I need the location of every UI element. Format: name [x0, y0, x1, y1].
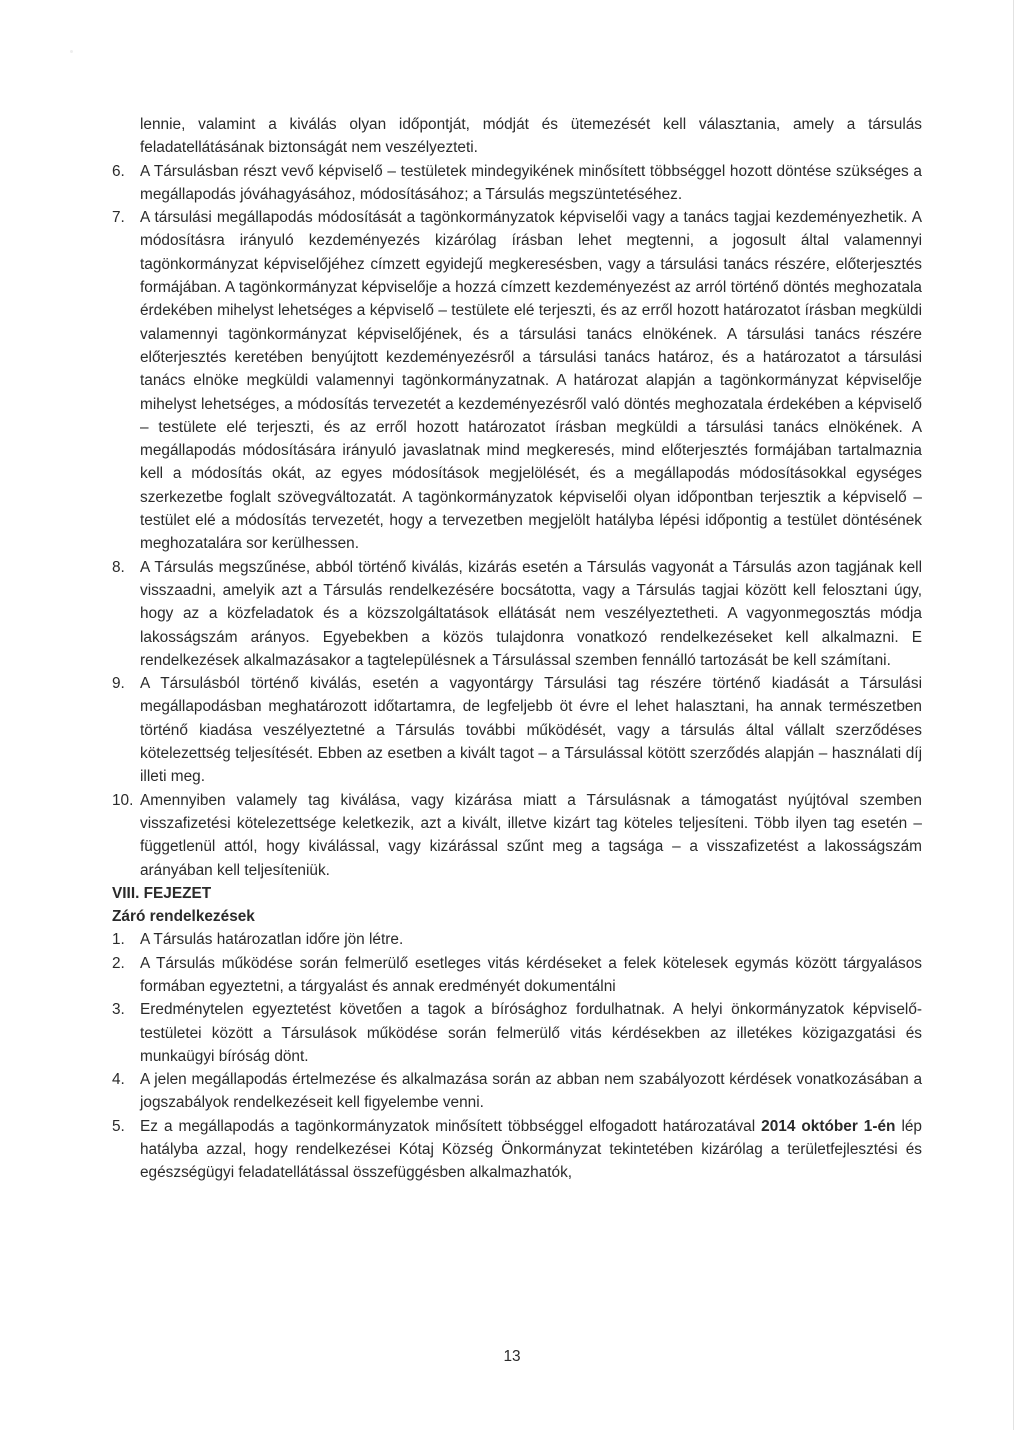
item-text: A Társulásban részt vevő képviselő – testületek mindegyikének minősített többséggel hozott döntése szükséges a megállapodás jóváhagyásához, módosításához; a Társulás megszüntetéséhez.: [140, 162, 922, 203]
closing-provisions-list: [112, 928, 922, 1114]
item-number: 1.: [112, 931, 125, 949]
list-item: [112, 556, 922, 672]
list-item: [112, 160, 922, 207]
item-text: Eredménytelen egyeztetést követően a tagok a bírósághoz fordulhatnak. A helyi önkormányzatok képviselő-testületei között a Társulások működése során felmerülő vitás kérdésekben az illetékes közigazgatási és munkaügyi bíróság dönt.: [140, 1001, 922, 1065]
scan-edge: [1013, 0, 1014, 1430]
item-text: A társulási megállapodás módosítását a tagönkormányzatok képviselői vagy a tanács tagjai kezdeményezhetik. A módosításra irányuló kezdeményezés kizárólag írásban lehet megtenni, a jogosult által valamennyi tagönkormányzat képviselőjéhez címzett egyidejű megkeresésben, vagy a társulási tanács részére, előterjesztés formájában. A tagönkormányzat képviselője a hozzá címzett kezdeményezést az arról történő döntés meghozatala érdekében mihelyst lehetséges a képviselő – testülete elé terjeszti, és az erről hozott határozatot írásban megküldi valamennyi tagönkormányzat képviselőjének, és a társulási tanács elnökének. A társulási tanács részére előterjesztés keretében benyújtott kezdeményezésről a társulási tanács határoz, és a határozatot a társulási tanács elnöke megküldi valamennyi tagönkormányzatnak. A határozat alapján a tagönkormányzat képviselője mihelyst lehetséges, a módosítás tervezetét a kezdeményezésről való döntés meghozatala érdekében a képviselő – testülete elé terjeszti, és az erről hozott határozatot írásban megküldi a társulási tanács elnökének. A megállapodás módosítására irányuló javaslatnak mind megkeresés, mind előterjesztés formájában tartalmaznia kell a módosítás okát, az egyes módosítások megjelölését, és a megállapodás módosításokkal egységes szerkezetbe foglalt szövegváltozatát. A tagönkormányzatok képviselői olyan időpontban terjesztik a képviselő – testület elé a módosítás tervezetét, hogy a tervezetben megjelölt hatályba lépési időpontig a testület döntésének meghozatalára sor kerülhessen.: [140, 209, 922, 553]
chapter-title: Záró rendelkezések: [112, 908, 255, 926]
list-item: [112, 1115, 922, 1185]
item-number: 9.: [112, 675, 125, 693]
item-text: A jelen megállapodás értelmezése és alkalmazása során az abban nem szabályozott kérdések vonatkozásában a jogszabályok rendelkezéseit kell figyelembe venni.: [140, 1071, 922, 1112]
scan-speck: [70, 50, 73, 53]
item-number: 10.: [112, 791, 134, 809]
item-text: Amennyiben valamely tag kiválása, vagy kizárása miatt a Társulásnak a támogatást nyújtóval szemben visszafizetési kötelezettsége keletkezik, azt a kivált, illetve kizárt tag köteles teljesíteni. Több ilyen tag esetén – függetlenül attól, hogy kiválással, vagy kizárással szűnt meg a tagsága – a visszafizetést a lakosságszám arányában kell teljesíteniük.: [140, 791, 922, 879]
list-item: [112, 998, 922, 1068]
item-text: A Társulás működése során felmerülő esetleges vitás kérdéseket a felek kötelesek egymás között tárgyalásos formában egyeztetni, a tárgyalást és annak eredményét dokumentálni: [140, 954, 922, 995]
list-item: [112, 672, 922, 788]
item-number: 3.: [112, 1001, 125, 1019]
list-item: [112, 952, 922, 999]
item-text-end: lép hatályba azzal, hogy rendelkezései Kótaj Község Önkormányzat tekintetében kizárólag a területfejlesztési és egészségügyi feladatellátással összefüggésben alkalmazhatók,: [140, 1117, 922, 1182]
list-item: [112, 928, 922, 951]
item-number: 5.: [112, 1117, 125, 1135]
item-number: 8.: [112, 558, 125, 576]
list-item: [112, 206, 922, 555]
item-number: 2.: [112, 954, 125, 972]
item-text: A Társulásból történő kiválás, esetén a vagyontárgy Társulási tag részére történő kiadását a Társulási megállapodásban meghatározott időtartamra, de legfeljebb öt évre el lehet halasztani, ha annak természetben történő kiadása veszélyeztetné a Társulás további működését, vagy a társulás által vállalt szerződéses kötelezettség teljesítését. Ebben az esetben a kivált tagot – a Társulással kötött szerződés alapján – használati díj illeti meg.: [140, 675, 922, 786]
continuation-paragraph: [112, 113, 922, 160]
page-body: [112, 113, 922, 1185]
item-number: 6.: [112, 162, 125, 180]
article-list: [112, 160, 922, 882]
chapter-heading: VIII. FEJEZET: [112, 884, 212, 902]
continuation-text: lennie, valamint a kiválás olyan időpontját, módját és ütemezését kell választania, amely a társulás feladatellátásának biztonságát nem veszélyezteti.: [140, 116, 922, 157]
effective-date: 2014 október 1-én: [761, 1117, 896, 1135]
item-number: 4.: [112, 1071, 125, 1089]
item-text: A Társulás határozatlan időre jön létre.: [140, 931, 404, 949]
page-number: 13: [503, 1348, 521, 1365]
item-number: 7.: [112, 209, 125, 227]
list-item: [112, 1068, 922, 1115]
item-text: Ez a megállapodás a tagönkormányzatok minősített többséggel elfogadott határozatával: [140, 1117, 762, 1135]
item-text: A Társulás megszűnése, abból történő kiválás, kizárás esetén a Társulás vagyonát a Társulás azon tagjának kell visszaadni, amelyik azt a Társulás rendelkezésére bocsátotta, vagy a Társulás tagjai között kell felosztani úgy, hogy az a közfeladatok és a közszolgáltatások ellátását nem veszélyeztetheti. A vagyonmegosztás módja lakosságszám arányos. Egyebekben a közös tulajdonra vonatkozó rendelkezéseket kell alkalmazni. E rendelkezések alkalmazásakor a tagtelepülésnek a Társulással szemben fennálló tartozását be kell számítani.: [140, 558, 922, 669]
list-item: [112, 789, 922, 882]
